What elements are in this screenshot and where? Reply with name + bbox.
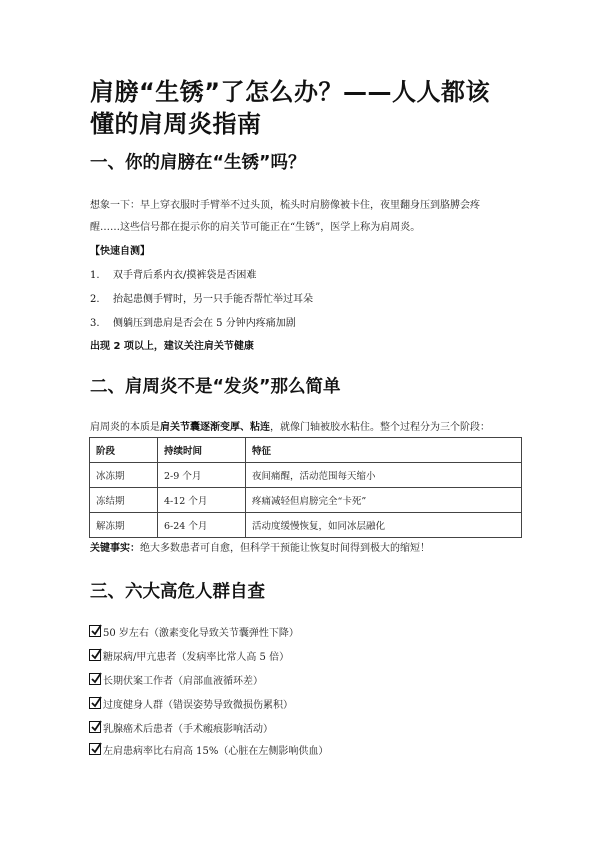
table-cell-duration: 6-24 个月 <box>158 513 246 538</box>
checkbox-checked-icon <box>89 649 101 661</box>
checklist-item <box>89 623 299 639</box>
checklist-item-text: 长期伏案工作者（肩部血液循环差） <box>103 675 263 687</box>
table-header-feature: 特征 <box>246 438 522 463</box>
table-header-duration: 持续时间 <box>158 438 246 463</box>
checklist-item-text: 左肩患病率比右肩高 15%（心脏在左侧影响供血） <box>103 745 329 757</box>
checklist-item-text: 过度健身人群（错误姿势导致微损伤累积） <box>103 699 293 711</box>
list-item-number: 1. <box>90 270 100 281</box>
checkbox-checked-icon <box>89 743 101 755</box>
stages-table <box>89 437 522 538</box>
checklist-item <box>89 719 273 735</box>
table-cell-feature: 疼痛减轻但肩膀完全“卡死” <box>246 488 522 513</box>
table-row <box>90 513 522 538</box>
key-fact-text: 绝大多数患者可自愈，但科学干预能让恢复时间得到极大的缩短！ <box>140 543 430 554</box>
section-1-conclusion: 出现 2 项以上，建议关注肩关节健康 <box>90 341 254 352</box>
table-cell-feature: 夜间痛醒，活动范围每天缩小 <box>246 463 522 488</box>
description-emphasis: 肩关节囊逐渐变厚、粘连 <box>160 422 270 433</box>
section-3-heading: 三、六大高危人群自查 <box>90 582 265 602</box>
list-item-number: 3. <box>90 318 100 329</box>
checkbox-checked-icon <box>89 673 101 685</box>
table-cell-stage: 冻结期 <box>90 488 158 513</box>
quick-test-label: 【快速自测】 <box>90 246 150 257</box>
table-cell-duration: 2-9 个月 <box>158 463 246 488</box>
key-fact-label: 关键事实： <box>90 543 140 554</box>
table-row <box>90 488 522 513</box>
table-cell-stage: 冰冻期 <box>90 463 158 488</box>
section-1-intro-line-1: 想象一下：早上穿衣服时手臂举不过头顶，梳头时肩膀像被卡住，夜里翻身压到胳膊会疼 <box>90 200 480 211</box>
section-1-intro-line-2: 醒……这些信号都在提示你的肩关节可能正在“生锈”，医学上称为肩周炎。 <box>90 222 421 233</box>
checklist-item <box>89 647 289 663</box>
list-item: 侧躺压到患肩是否会在 5 分钟内疼痛加剧 <box>113 318 296 329</box>
list-item: 双手背后系内衣/摸裤袋是否困难 <box>113 270 257 281</box>
table-cell-stage: 解冻期 <box>90 513 158 538</box>
checklist-item-text: 50 岁左右（激素变化导致关节囊弹性下降） <box>103 627 299 639</box>
list-item-number: 2. <box>90 294 100 305</box>
page-title-line-2: 懂的肩周炎指南 <box>90 110 262 138</box>
checklist-item-text: 乳腺癌术后患者（手术瘢痕影响活动） <box>103 723 273 735</box>
table-header-stage: 阶段 <box>90 438 158 463</box>
table-cell-feature: 活动度缓慢恢复，如同冰层融化 <box>246 513 522 538</box>
checklist-item <box>89 671 263 687</box>
description-suffix: ，就像门轴被胶水粘住。整个过程分为三个阶段： <box>270 422 490 433</box>
checklist-item <box>89 695 293 711</box>
table-row <box>90 463 522 488</box>
page-title-line-1: 肩膀“生锈”了怎么办？——人人都该 <box>90 78 491 106</box>
checkbox-checked-icon <box>89 625 101 637</box>
list-item: 抬起患侧手臂时，另一只手能否帮忙举过耳朵 <box>113 294 313 305</box>
description-prefix: 肩周炎的本质是 <box>90 422 160 433</box>
key-fact <box>90 542 430 556</box>
table-header-row <box>90 438 522 463</box>
table-cell-duration: 4-12 个月 <box>158 488 246 513</box>
section-1-heading: 一、你的肩膀在“生锈”吗？ <box>90 153 306 173</box>
checkbox-checked-icon <box>89 721 101 733</box>
section-2-description <box>90 421 490 435</box>
checklist-item <box>89 741 328 757</box>
checklist-item-text: 糖尿病/甲亢患者（发病率比常人高 5 倍） <box>103 651 290 663</box>
section-2-heading: 二、肩周炎不是“发炎”那么简单 <box>90 377 341 397</box>
checkbox-checked-icon <box>89 697 101 709</box>
